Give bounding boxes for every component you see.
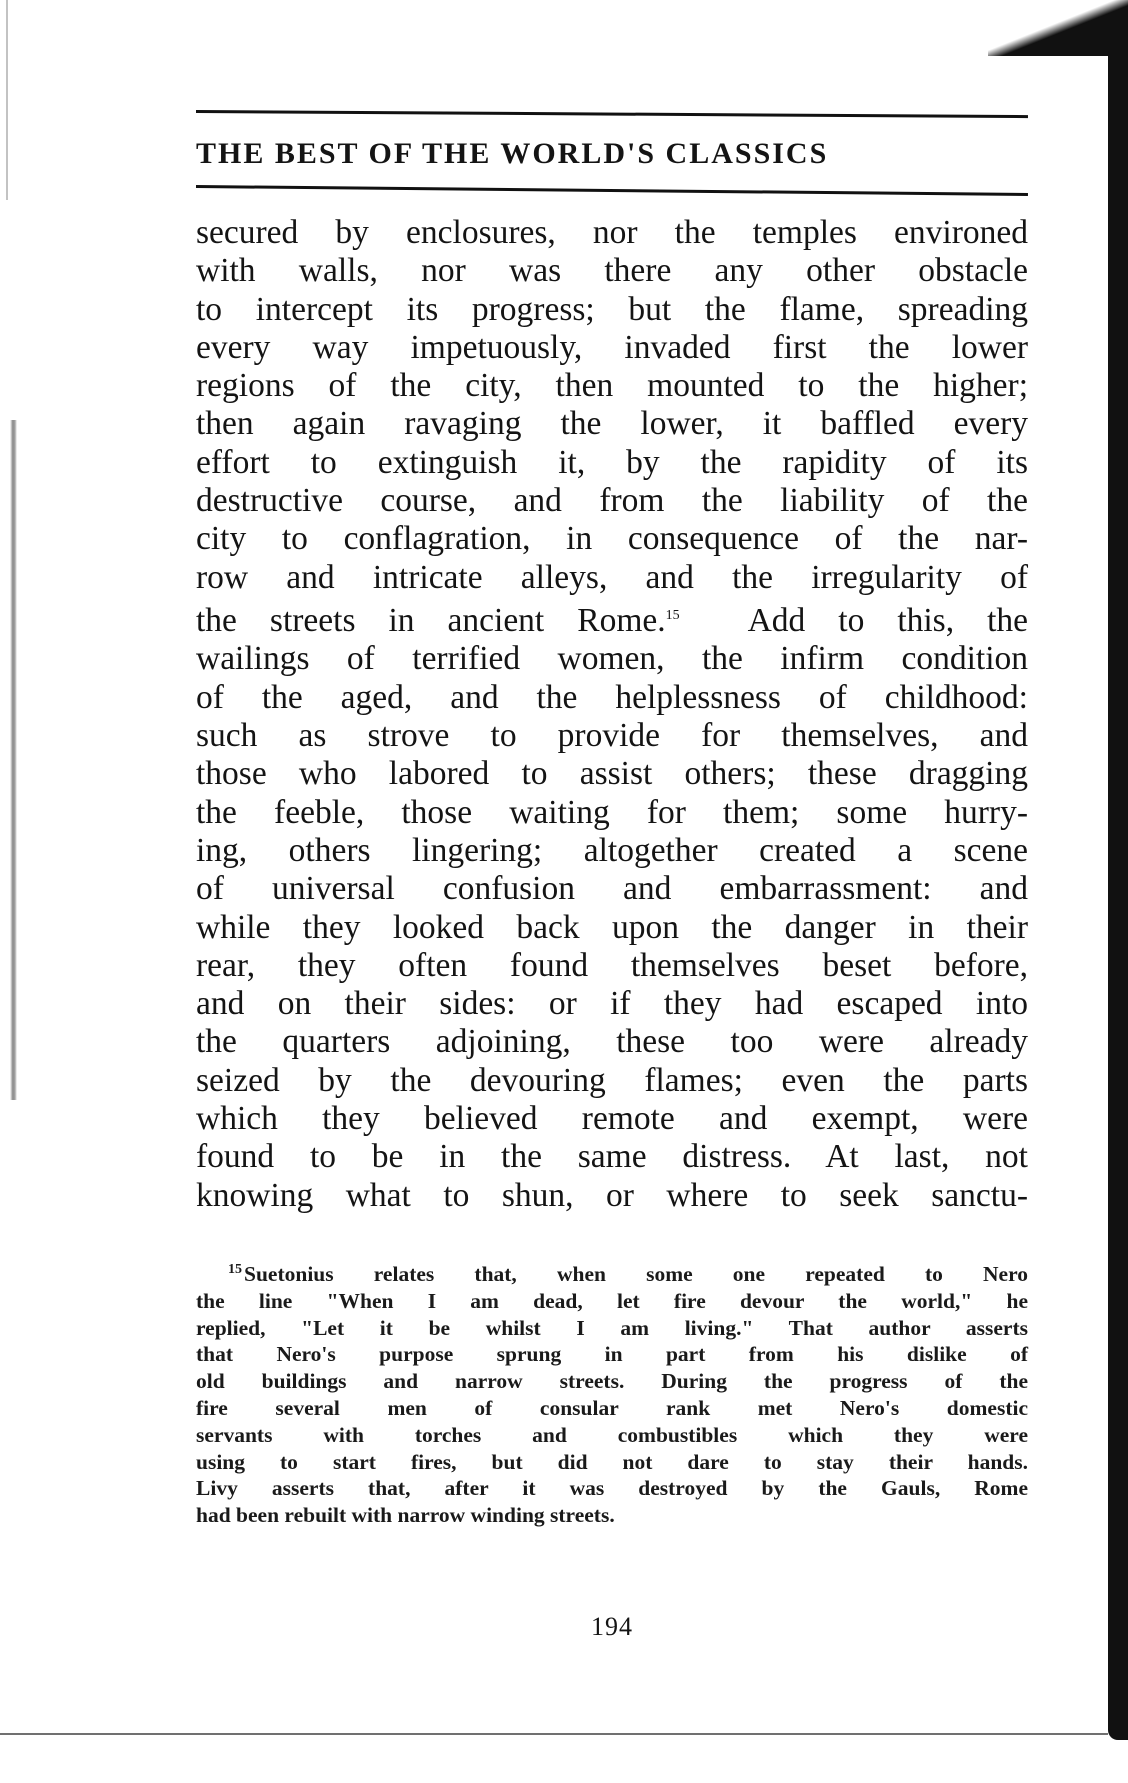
body-line: then again ravaging the lower, it baffled every bbox=[196, 405, 1028, 443]
body-line: such as strove to provide for themselves, and bbox=[196, 717, 1028, 755]
footnote-reference: 15 bbox=[665, 607, 680, 623]
footnote-line: old buildings and narrow streets. During the progress of the bbox=[196, 1369, 1028, 1394]
footnote-line: replied, "Let it be whilst I am living." That author asserts bbox=[196, 1315, 1028, 1340]
footnote-line: that Nero's purpose sprung in part from his dislike of bbox=[196, 1342, 1028, 1367]
body-line: found to be in the same distress. At last, not bbox=[196, 1138, 1028, 1176]
footnote-line: had been rebuilt with narrow winding streets. bbox=[196, 1503, 615, 1528]
body-line: the quarters adjoining, these too were already bbox=[196, 1023, 1028, 1061]
body-line-with-footnote-ref bbox=[196, 597, 1028, 640]
body-line: secured by enclosures, nor the temples environed bbox=[196, 214, 1028, 251]
scan-edge-bottom bbox=[0, 1733, 1108, 1735]
body-line-head: the streets in ancient Rome. bbox=[196, 602, 666, 640]
body-line: those who labored to assist others; these dragging bbox=[196, 755, 1028, 793]
body-line: seized by the devouring flames; even the parts bbox=[196, 1061, 1028, 1099]
footnote-line-text: Suetonius relates that, when some one repeated to Nero bbox=[244, 1262, 1028, 1287]
footnote-line bbox=[196, 1257, 1028, 1288]
scan-edge-left bbox=[10, 420, 17, 1100]
footnote bbox=[196, 1257, 1028, 1529]
page-number: 194 bbox=[591, 1612, 633, 1641]
body-line: every way impetuously, invaded first the lower bbox=[196, 328, 1028, 366]
body-line: the feeble, those waiting for them; some hurry- bbox=[196, 793, 1028, 831]
scan-edge-right bbox=[1108, 40, 1128, 1740]
body-line: regions of the city, then mounted to the higher; bbox=[196, 367, 1028, 405]
footnote-line: servants with torches and combustibles which they were bbox=[196, 1422, 1028, 1447]
footnote-line: using to start fires, but did not dare to stay their hands. bbox=[196, 1449, 1028, 1474]
body-line: effort to extinguish it, by the rapidity of its bbox=[196, 443, 1028, 481]
footnote-line: fire several men of consular rank met Nero's domestic bbox=[196, 1396, 1028, 1421]
scan-edge-right-corner bbox=[988, 0, 1128, 56]
header-rule-top bbox=[196, 110, 1028, 118]
page-content bbox=[196, 110, 1028, 1641]
scan-edge-left-top bbox=[6, 0, 8, 200]
running-head: THE BEST OF THE WORLD'S CLASSICS bbox=[196, 137, 829, 170]
body-line: and on their sides: or if they had escaped into bbox=[196, 985, 1028, 1023]
body-line: to intercept its progress; but the flame, spreading bbox=[196, 290, 1028, 328]
footnote-line: Livy asserts that, after it was destroyed by the Gauls, Rome bbox=[196, 1476, 1028, 1501]
body-line: with walls, nor was there any other obstacle bbox=[196, 252, 1028, 290]
body-line: city to conflagration, in consequence of the nar- bbox=[196, 520, 1028, 558]
body-line: rear, they often found themselves beset before, bbox=[196, 946, 1028, 984]
body-line: ing, others lingering; altogether created a scene bbox=[196, 831, 1028, 869]
body-text bbox=[196, 214, 1028, 1215]
footnote-line: the line "When I am dead, let fire devour the world," he bbox=[196, 1288, 1028, 1313]
body-line-tail: Add to this, the bbox=[747, 602, 1028, 640]
body-line: knowing what to shun, or where to seek sanctu- bbox=[196, 1176, 1028, 1214]
body-line: while they looked back upon the danger in their bbox=[196, 908, 1028, 946]
body-line: which they believed remote and exempt, were bbox=[196, 1099, 1028, 1137]
body-line: wailings of terrified women, the infirm condition bbox=[196, 640, 1028, 678]
header-rule-bottom bbox=[196, 185, 1028, 196]
body-line: destructive course, and from the liability of the bbox=[196, 482, 1028, 520]
footnote-marker: 15 bbox=[228, 1261, 242, 1277]
body-line: of universal confusion and embarrassment: and bbox=[196, 870, 1028, 908]
body-line: of the aged, and the helplessness of childhood: bbox=[196, 678, 1028, 716]
body-line: row and intricate alleys, and the irregularity of bbox=[196, 558, 1028, 596]
